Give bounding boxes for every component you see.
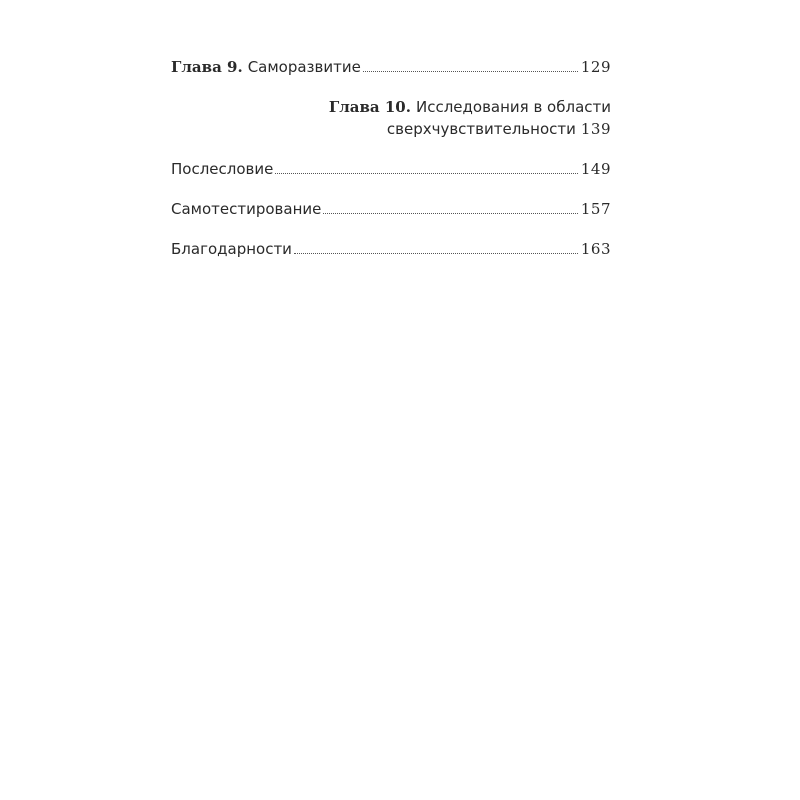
- page-number: 157: [580, 200, 611, 218]
- toc-entry-self-test[interactable]: [171, 198, 611, 220]
- section-title: Благодарности: [171, 240, 292, 258]
- chapter-title: Саморазвитие: [247, 58, 361, 76]
- section-title: Самотестирование: [171, 200, 322, 218]
- toc-entry-afterword[interactable]: [171, 158, 611, 180]
- dot-leader: [323, 213, 577, 214]
- toc-entry-second-line: [387, 118, 611, 140]
- toc-entry-text: [171, 56, 361, 78]
- page-number: 149: [580, 160, 611, 178]
- toc-entry-first-line: [329, 96, 611, 118]
- chapter-title-line1: Исследования в области: [415, 98, 611, 116]
- chapter-label: Глава 10.: [328, 98, 411, 116]
- toc-entry-chapter-10[interactable]: [171, 96, 611, 140]
- dot-leader: [275, 173, 578, 174]
- dot-leader: [294, 253, 578, 254]
- section-title: Послесловие: [171, 160, 274, 178]
- table-of-contents: [171, 56, 611, 278]
- toc-entry-acknowledgements[interactable]: [171, 238, 611, 260]
- dot-leader: [363, 71, 578, 72]
- page-number: 163: [580, 240, 611, 258]
- page-number: 139: [580, 120, 611, 138]
- toc-entry-chapter-9[interactable]: [171, 56, 611, 78]
- page-number: 129: [580, 58, 611, 76]
- chapter-label: Глава 9.: [171, 58, 243, 76]
- chapter-title-line2: сверхчувствительности: [386, 120, 576, 138]
